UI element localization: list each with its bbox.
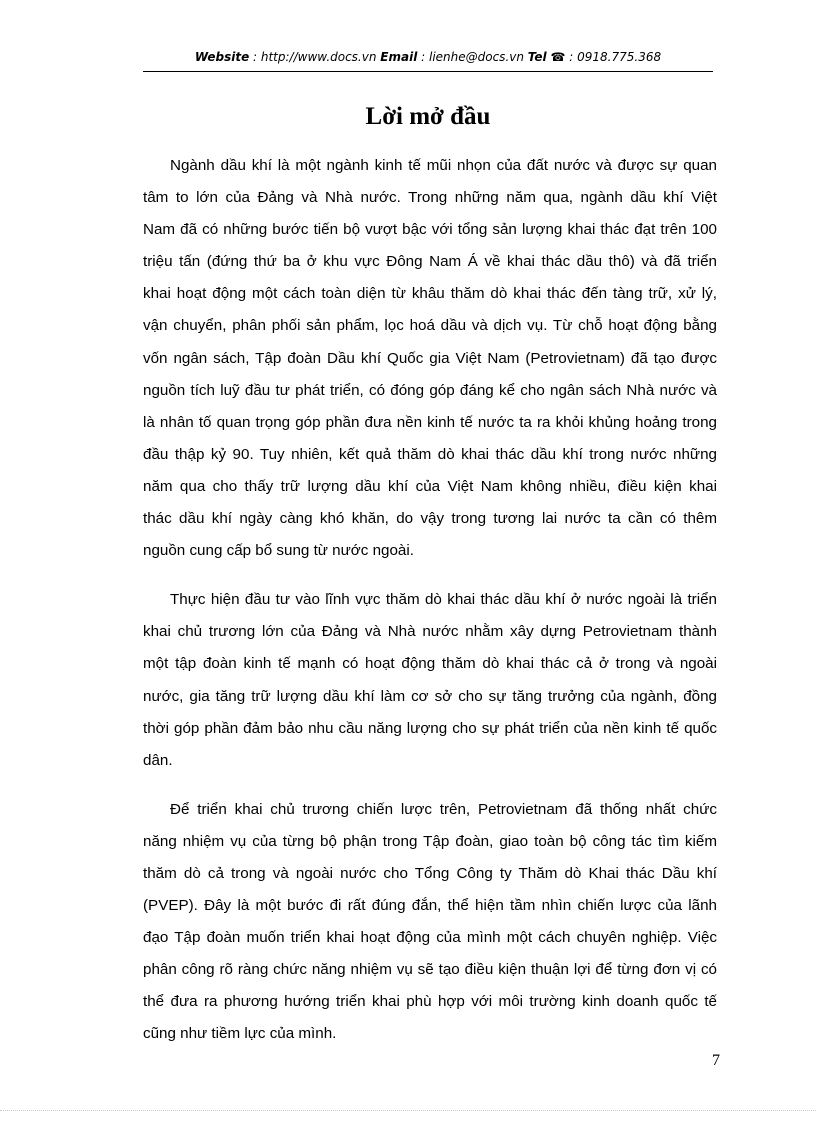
text-line: một tập đoàn kinh tế mạnh có hoạt động thăm dò khai thác cả ở trong và ngoài: [143, 655, 717, 673]
text-line: đầu thập kỷ 90. Tuy nhiên, kết quả thăm dò khai thác dầu khí trong nước những: [143, 445, 717, 463]
text-line: Ngành dầu khí là một ngành kinh tế mũi nhọn của đất nước và được sự quan: [170, 157, 717, 174]
text-line: năm qua cho thấy trữ lượng dầu khí của Việt Nam không nhiều, điều kiện khai: [143, 477, 717, 495]
body-text: [143, 150, 717, 1068]
text-line: thác dầu khí ngày càng khó khăn, do vậy trong tương lai nước ta cần có thêm: [143, 510, 717, 528]
text-line: Nam đã có những bước tiến bộ vượt bậc với tổng sản lượng khai thác đạt trên 100: [143, 221, 717, 239]
phone-icon: ☎: [550, 50, 566, 64]
text-line: (PVEP). Đây là một bước đi rất đúng đắn, thể hiện tầm nhìn chiến lược của lãnh: [143, 897, 717, 915]
text-line: đạo Tập đoàn muốn triển khai hoạt động của mình một cách chuyên nghiệp. Việc: [143, 929, 717, 947]
page-number: 7: [712, 1052, 720, 1069]
text-line: phân công rõ ràng chức năng nhiệm vụ sẽ tạo điều kiện thuận lợi để từng đơn vị có: [143, 961, 717, 979]
text-line: vốn ngân sách, Tập đoàn Dầu khí Quốc gia Việt Nam (Petrovietnam) đã tạo được: [143, 349, 717, 367]
text-line: nguồn tích luỹ đầu tư phát triển, có đóng góp đáng kể cho ngân sách Nhà nước và: [143, 381, 717, 399]
text-line: dân.: [143, 751, 173, 769]
header-divider: [143, 71, 713, 72]
text-line: Thực hiện đầu tư vào lĩnh vực thăm dò khai thác dầu khí ở nước ngoài là triển: [170, 591, 717, 609]
text-line: nước, gia tăng trữ lượng dầu khí làm cơ sở cho sự tăng trưởng của ngành, đồng: [143, 687, 717, 705]
text-line: thể đưa ra phương hướng triển khai phù hợp với môi trường kinh doanh quốc tế: [143, 993, 717, 1011]
text-line: thăm dò cả trong và ngoài nước cho Tổng Công ty Thăm dò Khai thác Dầu khí: [143, 864, 717, 882]
text-line: Để triển khai chủ trương chiến lược trên, Petrovietnam đã thống nhất chức: [170, 800, 717, 818]
text-line: khai chủ trương lớn của Đảng và Nhà nước nhằm xây dựng Petrovietnam thành: [143, 623, 717, 641]
text-line: nguồn cung cấp bổ sung từ nước ngoài.: [143, 542, 414, 560]
tel-value: : 0918.775.368: [565, 50, 662, 64]
text-line: vận chuyển, phân phối sản phẩm, lọc hoá dầu và dịch vụ. Từ chỗ hoạt động bằng: [143, 317, 717, 335]
page-bottom-edge: [0, 1110, 816, 1111]
email-value: : lienhe@docs.vn: [417, 50, 528, 64]
text-line: cũng như tiềm lực của mình.: [143, 1025, 337, 1043]
website-label: Website: [194, 50, 250, 64]
text-line: thời góp phần đảm bảo nhu cầu năng lượng cho sự phát triển của nền kinh tế quốc: [143, 719, 717, 737]
website-value: : http://www.docs.vn: [249, 50, 381, 64]
email-label: Email: [380, 50, 418, 64]
tel-label: Tel: [527, 50, 547, 64]
text-line: khai hoạt động một cách toàn diện từ khâu thăm dò khai thác đến tàng trữ, xử lý,: [143, 285, 717, 303]
text-line: năng nhiệm vụ của từng bộ phận trong Tập đoàn, giao toàn bộ công tác tìm kiếm: [143, 832, 717, 850]
paragraph-1: [143, 150, 717, 567]
page-title: Lời mở đầu: [365, 103, 491, 130]
paragraph-3: [143, 794, 717, 1051]
text-line: tâm to lớn của Đảng và Nhà nước. Trong những năm qua, ngành dầu khí Việt: [143, 189, 717, 207]
paragraph-2: [143, 584, 717, 777]
text-line: triệu tấn (đứng thứ ba ở khu vực Đông Nam Á về khai thác dầu thô) và đã triển: [143, 253, 717, 271]
text-line: là nhân tố quan trọng góp phần đưa nền kinh tế nước ta ra khỏi khủng hoảng trong: [143, 413, 717, 431]
page-header: [143, 50, 713, 64]
